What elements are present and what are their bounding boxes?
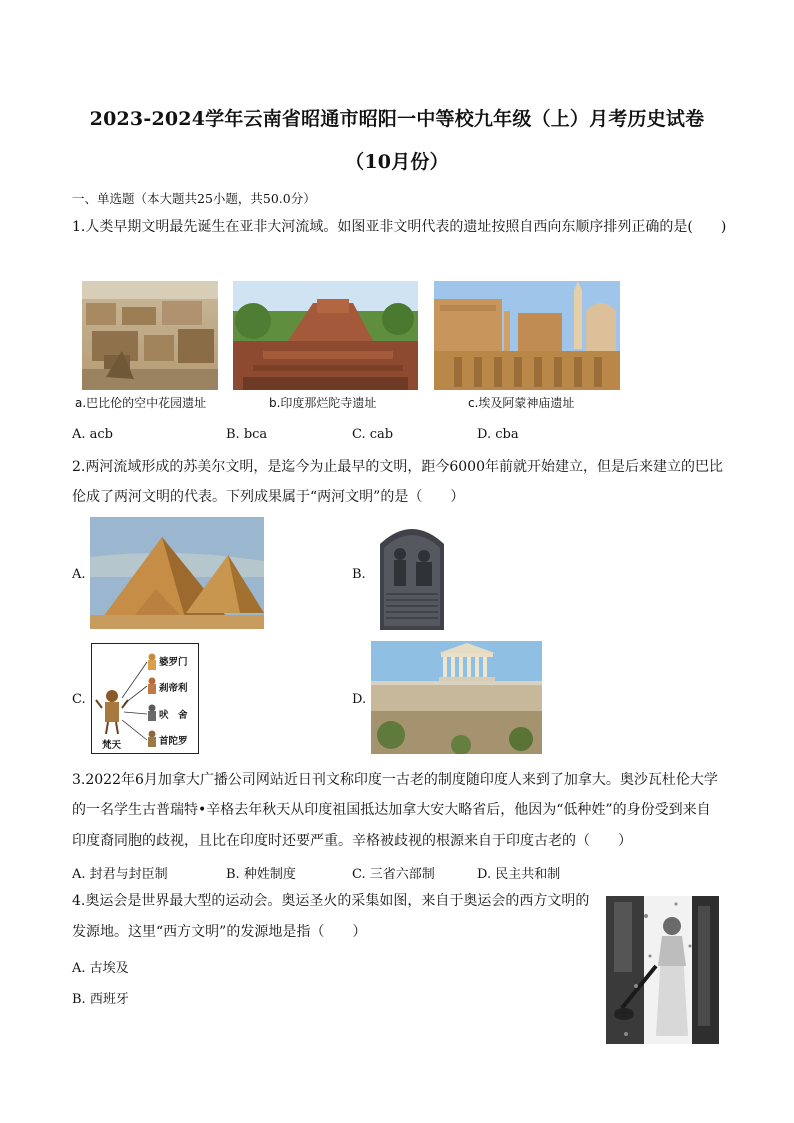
question-2-line1: 2.两河流域形成的苏美尔文明，是迄今为止最早的文明，距今6000年前就开始建立，但是后来建立的巴比	[72, 459, 723, 475]
q2-label-d: D.	[352, 692, 367, 707]
q1-option-a: A. acb	[72, 427, 114, 442]
hammurabi-code-image	[372, 520, 452, 630]
caption-c: c.埃及阿蒙神庙遗址	[468, 396, 575, 410]
caption-a: a.巴比伦的空中花园遗址	[75, 396, 207, 410]
section-header: 一、单选题（本大题共25小题，共50.0分）	[72, 191, 316, 206]
q1-option-b: B. bca	[226, 427, 268, 442]
q3-option-b: B. 种姓制度	[226, 867, 296, 882]
question-3-line3: 印度裔同胞的歧视，且比在印度时还要严重。辛格被歧视的根源来自于印度古老的（ ）	[72, 833, 632, 849]
caption-b: b.印度那烂陀寺遗址	[269, 396, 377, 410]
question-3-line1: 3.2022年6月加拿大广播公司网站近日刊文称印度一古老的制度随印度人来到了加拿大。奥沙瓦杜伦大学	[72, 772, 718, 788]
question-2-line2: 伦成了两河文明的代表。下列成果属于“两河文明”的是（ ）	[72, 489, 465, 505]
question-4-line1: 4.奥运会是世界最大型的运动会。奥运圣火的采集如图，来自于奥运会的西方文明的	[72, 893, 590, 909]
q1-option-c: C. cab	[352, 427, 394, 442]
question-1-text: 1.人类早期文明最先诞生在亚非大河流域。如图亚非文明代表的遗址按照自西向东顺序排列正确的是( )	[72, 219, 727, 235]
q1-option-d: D. cba	[477, 427, 519, 442]
q4-option-b: B. 西班牙	[72, 992, 129, 1007]
caste-shudra-label: 首陀罗	[159, 736, 188, 747]
caste-brahmin-label: 婆罗门	[159, 657, 188, 668]
nalanda-ruins-image	[233, 281, 418, 390]
amun-temple-image	[434, 281, 620, 390]
caste-vaishya-label: 吠 舍	[159, 710, 188, 721]
exam-title: 2023-2024学年云南省昭通市昭阳一中等校九年级（上）月考历史试卷	[89, 108, 705, 130]
caste-kshatriya-label: 刹帝利	[159, 683, 188, 694]
question-4-line2: 发源地。这里“西方文明”的发源地是指（ ）	[72, 924, 367, 940]
q2-label-c: C.	[72, 692, 86, 707]
parthenon-image	[371, 641, 542, 754]
q2-label-a: A.	[72, 567, 86, 582]
caste-system-diagram	[91, 643, 199, 754]
q2-label-b: B.	[352, 567, 366, 582]
exam-subtitle: （10月份）	[345, 151, 449, 173]
olympic-flame-photo	[606, 896, 719, 1044]
q3-option-c: C. 三省六部制	[352, 867, 435, 882]
caste-brahma-label: 梵天	[102, 740, 122, 751]
q3-option-d: D. 民主共和制	[477, 867, 561, 882]
babylon-ruins-image	[82, 281, 218, 390]
pyramids-image	[90, 517, 264, 629]
q3-option-a: A. 封君与封臣制	[72, 867, 168, 882]
question-3-line2: 的一名学生古普瑞特•辛格去年秋天从印度祖国抵达加拿大安大略省后，他因为“低种姓”的身份受到来自	[72, 802, 711, 818]
q4-option-a: A. 古埃及	[72, 961, 129, 976]
